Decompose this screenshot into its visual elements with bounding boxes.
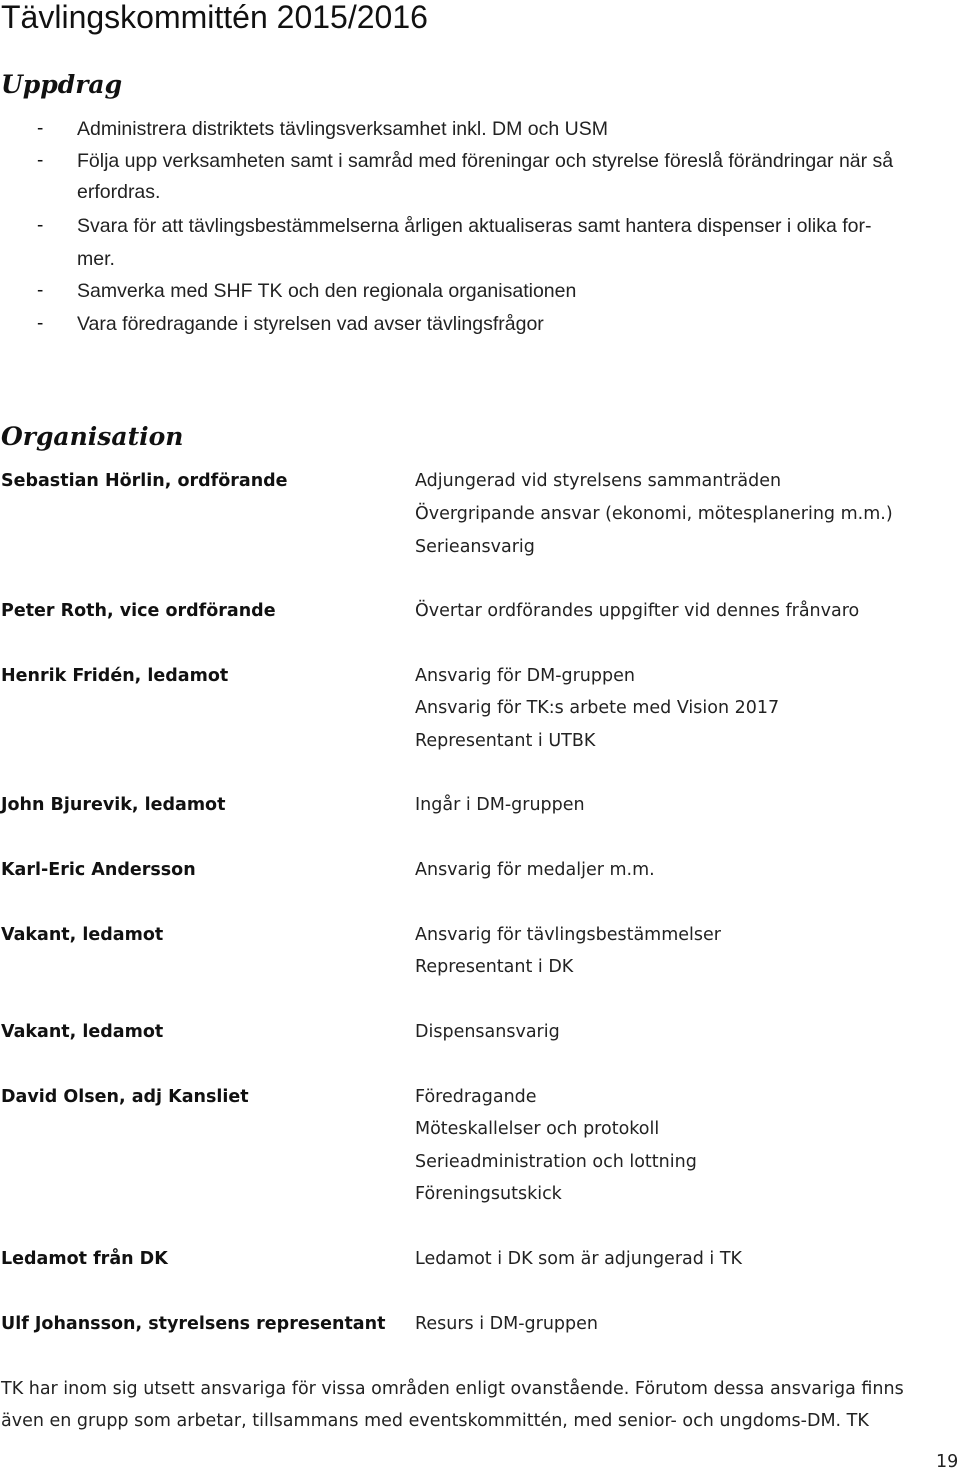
member-role: Representant i DK xyxy=(415,957,574,977)
member-role: Dispensansvarig xyxy=(415,1022,560,1042)
member-name: Vakant, ledamot xyxy=(1,925,164,945)
member-name: John Bjurevik, ledamot xyxy=(1,795,226,815)
uppdrag-line: Samverka med SHF TK och den regionala organisationen xyxy=(77,280,577,302)
bullet-dash: - xyxy=(37,150,44,171)
member-role: Föreningsutskick xyxy=(415,1184,562,1204)
member-name: Peter Roth, vice ordförande xyxy=(1,601,276,621)
member-name: Vakant, ledamot xyxy=(1,1022,164,1042)
paragraph-line: TK har inom sig utsett ansvariga för vissa områden enligt ovanstående. Förutom dessa ansvariga finns xyxy=(1,1379,904,1399)
member-role: Serieansvarig xyxy=(415,537,535,557)
uppdrag-line: Administrera distriktets tävlingsverksamhet inkl. DM och USM xyxy=(77,118,608,140)
bullet-dash: - xyxy=(37,280,44,301)
member-name: Karl-Eric Andersson xyxy=(1,860,196,880)
member-role: Övertar ordförandes uppgifter vid dennes frånvaro xyxy=(415,601,860,621)
member-role: Övergripande ansvar (ekonomi, mötesplanering m.m.) xyxy=(415,504,893,524)
member-name: Sebastian Hörlin, ordförande xyxy=(1,471,288,491)
uppdrag-line: mer. xyxy=(77,248,115,270)
bullet-dash: - xyxy=(37,313,44,334)
member-name: Ulf Johansson, styrelsens representant xyxy=(1,1314,386,1334)
member-role: Ingår i DM-gruppen xyxy=(415,795,585,815)
member-role: Representant i UTBK xyxy=(415,731,596,751)
member-name: Ledamot från DK xyxy=(1,1249,168,1269)
bullet-dash: - xyxy=(37,118,44,139)
section-heading-organisation: Organisation xyxy=(1,422,184,451)
member-role: Serieadministration och lottning xyxy=(415,1152,697,1172)
member-role: Ansvarig för TK:s arbete med Vision 2017 xyxy=(415,698,780,718)
page-title: Tävlingskommittén 2015/2016 xyxy=(1,0,428,35)
member-role: Ansvarig för tävlingsbestämmelser xyxy=(415,925,721,945)
paragraph-line: även en grupp som arbetar, tillsammans med eventskommittén, med senior- och ungdoms-DM. TK xyxy=(1,1411,869,1431)
uppdrag-line: erfordras. xyxy=(77,181,161,203)
member-name: Henrik Fridén, ledamot xyxy=(1,666,229,686)
uppdrag-line: Följa upp verksamheten samt i samråd med föreningar och styrelse föreslå förändringar när så xyxy=(77,150,894,172)
uppdrag-line: Svara för att tävlingsbestämmelserna årligen aktualiseras samt hantera dispenser i olika for- xyxy=(77,215,872,237)
member-role: Ansvarig för DM-gruppen xyxy=(415,666,635,686)
member-role: Möteskallelser och protokoll xyxy=(415,1119,660,1139)
section-heading-uppdrag: Uppdrag xyxy=(1,70,123,99)
member-role: Adjungerad vid styrelsens sammanträden xyxy=(415,471,782,491)
member-role: Föredragande xyxy=(415,1087,537,1107)
uppdrag-line: Vara föredragande i styrelsen vad avser tävlingsfrågor xyxy=(77,313,544,335)
member-role: Resurs i DM-gruppen xyxy=(415,1314,599,1334)
page-number: 19 xyxy=(936,1452,959,1472)
member-name: David Olsen, adj Kansliet xyxy=(1,1087,249,1107)
member-role: Ledamot i DK som är adjungerad i TK xyxy=(415,1249,743,1269)
bullet-dash: - xyxy=(37,215,44,236)
member-role: Ansvarig för medaljer m.m. xyxy=(415,860,655,880)
